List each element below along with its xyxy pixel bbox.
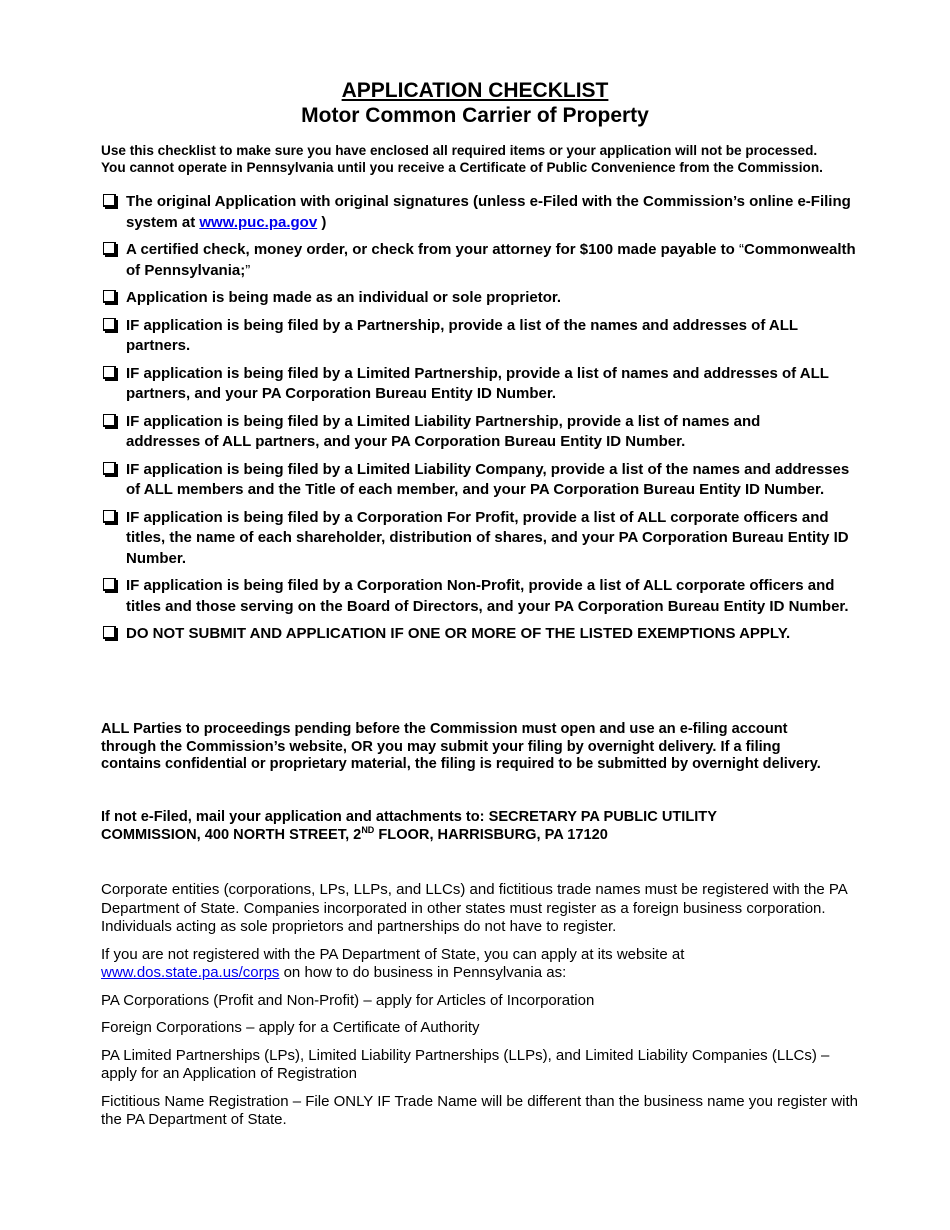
checklist-item [103, 364, 873, 405]
checklist-item [103, 316, 873, 357]
intro-line-2: You cannot operate in Pennsylvania until you receive a Certificate of Public Convenience from the Commission. [101, 160, 823, 175]
item-text: IF application is being filed by a Corporation For Profit, provide a list of ALL corporate officers and titles, the name of each shareholder, distribution of shares, and your PA Corporation Bureau Entity ID Number. [126, 508, 849, 567]
close-quote: ” [245, 261, 251, 279]
checkbox[interactable] [103, 194, 116, 207]
payee-name: Commonwealth of Pennsylvania; [126, 241, 856, 279]
intro-text [101, 142, 881, 176]
info-suffix: on how to do business in Pennsylvania as: [279, 964, 567, 981]
mailing-address [101, 809, 781, 844]
dos-website-link[interactable]: www.dos.state.pa.us/corps [101, 964, 280, 981]
checklist-item [103, 624, 873, 645]
checklist-item [103, 508, 873, 570]
puc-website-link[interactable]: www.puc.pa.gov [199, 213, 318, 231]
checkbox[interactable] [103, 626, 116, 639]
info-paragraph [101, 946, 861, 983]
checklist-item [103, 240, 873, 281]
open-quote: “ [739, 241, 744, 258]
checklist-item [103, 576, 873, 617]
mail-text: If not e-Filed, mail your application and attachments to: SECRETARY PA PUBLIC UTILITY COMMISSION, 400 NORTH STREET, 2 [101, 809, 717, 843]
checkbox[interactable] [103, 462, 116, 475]
item-suffix: ) [317, 213, 327, 231]
item-text: IF application is being filed by a Limited Liability Company, provide a list of the names and addresses of ALL members and the Title of each member, and your PA Corporation Bureau Entity ID Number. [126, 460, 850, 498]
info-text: If you are not registered with the PA Department of State, you can apply at its website at [101, 945, 685, 963]
info-paragraph: PA Limited Partnerships (LPs), Limited Liability Partnerships (LLPs), and Limited Liability Companies (LLCs) – apply for an Application of Registration [101, 1046, 830, 1082]
info-paragraph: Fictitious Name Registration – File ONLY IF Trade Name will be different than the business name you register with the PA Department of State. [101, 1092, 859, 1128]
item-text: IF application is being filed by a Limited Liability Partnership, provide a list of names and addresses of ALL partners, and your PA Corporation Bureau Entity ID Number. [126, 412, 761, 450]
item-text: IF application is being filed by a Limited Partnership, provide a list of names and addresses of ALL partners, and your PA Corporation Bureau Entity ID Number. [126, 364, 829, 402]
checkbox[interactable] [103, 290, 116, 303]
page-title: APPLICATION CHECKLIST [341, 79, 609, 102]
checkbox[interactable] [103, 242, 116, 255]
document-title [0, 78, 950, 128]
mail-suffix: FLOOR, HARRISBURG, PA 17120 [374, 826, 608, 843]
info-paragraph: Foreign Corporations – apply for a Certificate of Authority [101, 1019, 480, 1036]
checklist-item [103, 288, 873, 309]
item-text: IF application is being filed by a Partnership, provide a list of the names and addresses of ALL partners. [126, 316, 798, 354]
checkbox[interactable] [103, 510, 116, 523]
intro-line-1: Use this checklist to make sure you have enclosed all required items or your application will not be processed. [101, 143, 818, 158]
item-text: Application is being made as an individual or sole proprietor. [126, 289, 562, 306]
info-paragraph: Corporate entities (corporations, LPs, LLPs, and LLCs) and fictitious trade names must be registered with the PA Department of State. Companies incorporated in other states must register as a foreign business corporation. Individuals acting as sole proprietors and partnerships do not have to register. [101, 881, 847, 935]
info-paragraph: PA Corporations (Profit and Non-Profit) – apply for Articles of Incorporation [101, 991, 595, 1009]
floor-superscript: ND [361, 824, 375, 835]
registration-info [101, 881, 861, 1139]
item-text: DO NOT SUBMIT AND APPLICATION IF ONE OR MORE OF THE LISTED EXEMPTIONS APPLY. [126, 625, 791, 642]
checklist [103, 192, 873, 652]
checklist-item [103, 412, 873, 453]
efiling-notice: ALL Parties to proceedings pending before the Commission must open and use an e-filing account through the Commission’s website, OR you may submit your filing by overnight delivery. If a filing contains confidential or proprietary material, the filing is required to be submitted by overnight delivery. [101, 721, 821, 772]
checkbox[interactable] [103, 366, 116, 379]
item-text: IF application is being filed by a Corporation Non-Profit, provide a list of ALL corporate officers and titles and those serving on the Board of Directors, and your PA Corporation Bureau Entity ID Number. [126, 577, 849, 615]
item-text: A certified check, money order, or check from your attorney for $100 made payable to [126, 241, 739, 258]
checkbox[interactable] [103, 414, 116, 427]
checkbox[interactable] [103, 318, 116, 331]
item-text: The original Application with original signatures (unless e-Filed with the Commission’s online e-Filing system at [126, 193, 851, 231]
page-subtitle: Motor Common Carrier of Property [301, 104, 649, 127]
checkbox[interactable] [103, 578, 116, 591]
checklist-item [103, 192, 873, 233]
checklist-item [103, 460, 873, 501]
